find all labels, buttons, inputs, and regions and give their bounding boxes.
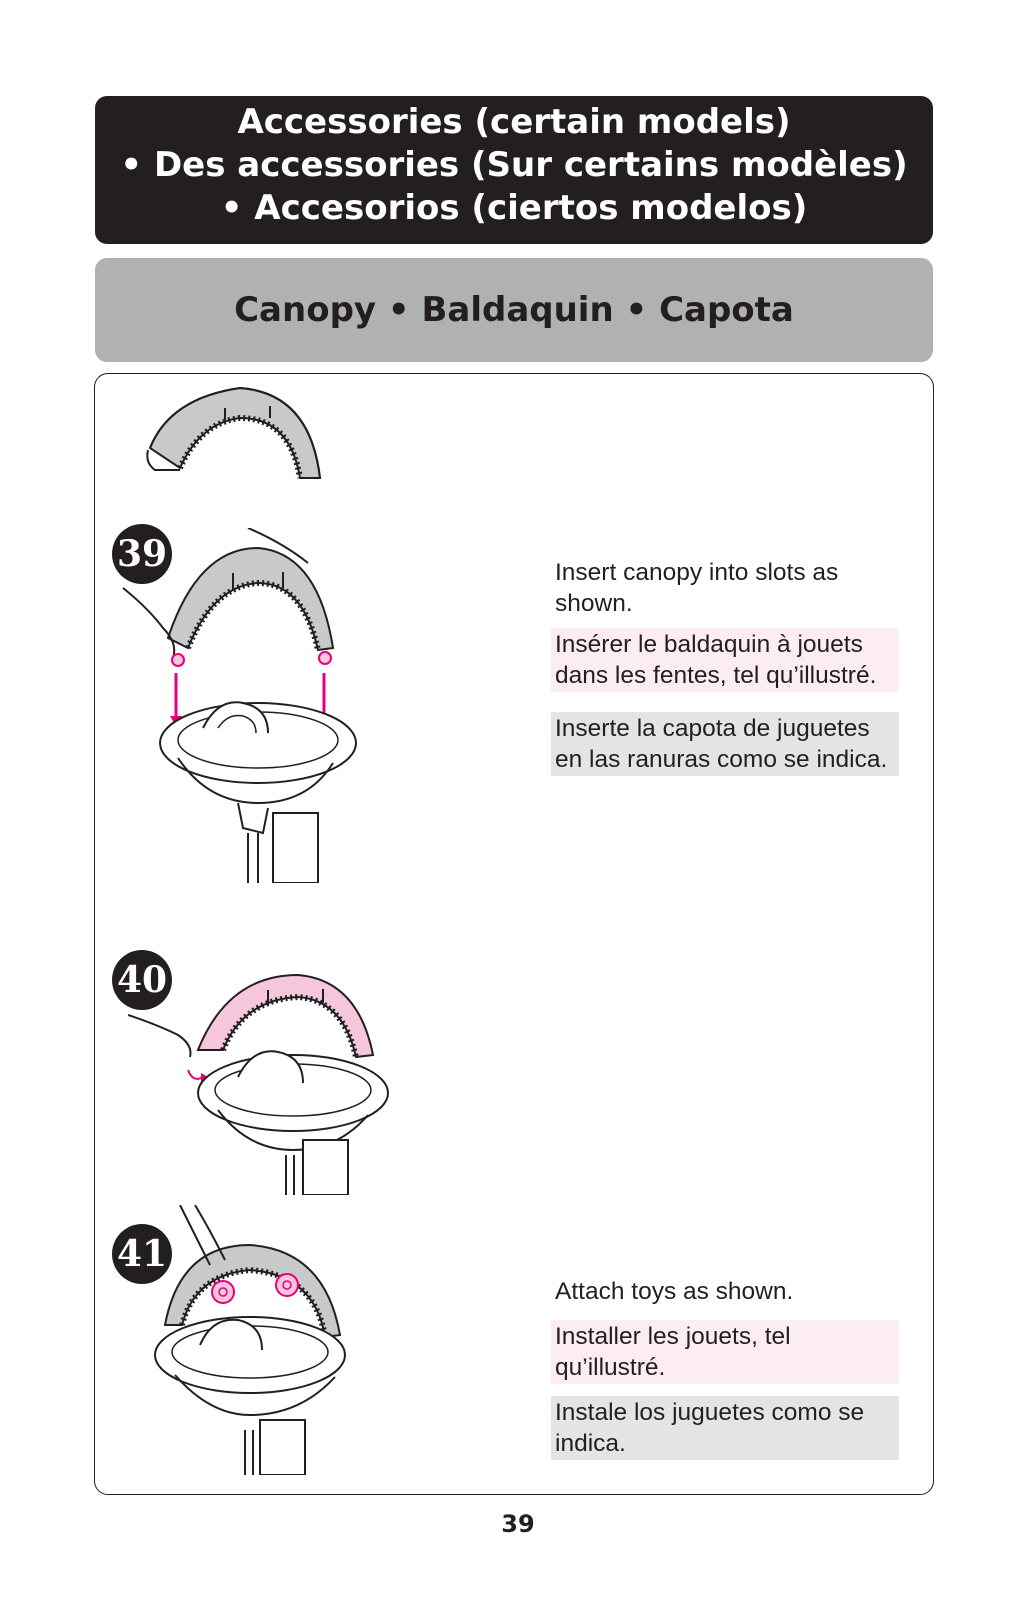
accessories-header xyxy=(95,96,933,244)
step-number-40: 40 xyxy=(112,950,172,1010)
step-39-spanish-text: Inserte la capota de juguetes en las ranuras como se indica. xyxy=(551,712,899,776)
attach-toys-illustration xyxy=(150,1205,365,1475)
header-line-french: • Des accessories (Sur certains modèles) xyxy=(120,145,908,185)
step-39-english-text: Insert canopy into slots as shown. xyxy=(555,559,839,617)
canopy-illustration xyxy=(140,378,340,488)
step-number-39: 39 xyxy=(112,524,172,584)
canopy-unfold-illustration xyxy=(128,965,393,1195)
canopy-insertion-illustration xyxy=(118,528,368,883)
step-41-spanish-text: Instale los juguetes como se indica. xyxy=(551,1396,899,1460)
step-41-french-text: Installer les jouets, tel qu’illustré. xyxy=(551,1320,899,1384)
page-number: 39 xyxy=(501,1510,535,1538)
step-number-41: 41 xyxy=(112,1224,172,1284)
step-41-english-text: Attach toys as shown. xyxy=(555,1278,794,1305)
section-title: Canopy • Baldaquin • Capota xyxy=(95,258,933,362)
header-line-english: Accessories (certain models) xyxy=(237,102,791,142)
header-line-spanish: • Accesorios (ciertos modelos) xyxy=(220,188,808,228)
step-39-french-text: Insérer le baldaquin à jouets dans les fentes, tel qu’illustré. xyxy=(551,628,899,692)
